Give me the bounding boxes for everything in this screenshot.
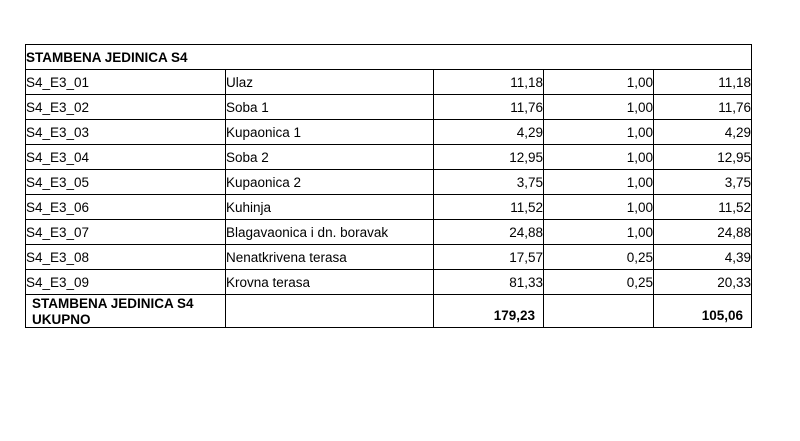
total-row-title (26, 295, 226, 328)
row-name: Blagavaonica i dn. boravak (226, 220, 434, 245)
table-row (26, 145, 752, 170)
row-name: Krovna terasa (226, 270, 434, 295)
row-area: 12,95 (434, 145, 544, 170)
row-code: S4_E3_05 (26, 170, 226, 195)
total-row-area: 179,23 (434, 295, 544, 328)
table-row (26, 120, 752, 145)
row-code: S4_E3_03 (26, 120, 226, 145)
table-title-cell: STAMBENA JEDINICA S4 (26, 45, 752, 70)
row-area: 3,75 (434, 170, 544, 195)
total-title-line-1: STAMBENA JEDINICA S4 (32, 296, 194, 311)
row-code: S4_E3_08 (26, 245, 226, 270)
row-name: Kuhinja (226, 195, 434, 220)
row-coefficient: 1,00 (544, 145, 654, 170)
row-area: 4,29 (434, 120, 544, 145)
total-row-name (226, 295, 434, 328)
row-area: 11,76 (434, 95, 544, 120)
row-total: 4,39 (654, 245, 752, 270)
row-name: Soba 1 (226, 95, 434, 120)
table-total-row (26, 295, 752, 328)
row-total: 20,33 (654, 270, 752, 295)
row-name: Kupaonica 1 (226, 120, 434, 145)
row-coefficient: 1,00 (544, 220, 654, 245)
row-code: S4_E3_06 (26, 195, 226, 220)
total-row-coefficient (544, 295, 654, 328)
total-row-total: 105,06 (654, 295, 752, 328)
table-row (26, 170, 752, 195)
row-name: Kupaonica 2 (226, 170, 434, 195)
row-coefficient: 0,25 (544, 245, 654, 270)
row-name: Nenatkrivena terasa (226, 245, 434, 270)
row-coefficient: 1,00 (544, 95, 654, 120)
row-coefficient: 0,25 (544, 270, 654, 295)
row-total: 11,76 (654, 95, 752, 120)
table-row (26, 270, 752, 295)
row-code: S4_E3_01 (26, 70, 226, 95)
table-header-row (26, 45, 752, 70)
table-row (26, 95, 752, 120)
row-coefficient: 1,00 (544, 195, 654, 220)
row-code: S4_E3_09 (26, 270, 226, 295)
total-title-line-2: UKUPNO (32, 311, 91, 327)
row-area: 81,33 (434, 270, 544, 295)
row-total: 3,75 (654, 170, 752, 195)
row-area: 17,57 (434, 245, 544, 270)
unit-area-table (25, 44, 752, 328)
table-row (26, 195, 752, 220)
row-total: 11,52 (654, 195, 752, 220)
unit-table-container (25, 44, 751, 328)
row-name: Ulaz (226, 70, 434, 95)
row-code: S4_E3_02 (26, 95, 226, 120)
row-area: 11,18 (434, 70, 544, 95)
row-total: 24,88 (654, 220, 752, 245)
row-total: 4,29 (654, 120, 752, 145)
table-row (26, 70, 752, 95)
row-area: 11,52 (434, 195, 544, 220)
row-coefficient: 1,00 (544, 170, 654, 195)
row-code: S4_E3_04 (26, 145, 226, 170)
row-coefficient: 1,00 (544, 120, 654, 145)
row-total: 11,18 (654, 70, 752, 95)
table-row (26, 220, 752, 245)
row-coefficient: 1,00 (544, 70, 654, 95)
row-total: 12,95 (654, 145, 752, 170)
row-code: S4_E3_07 (26, 220, 226, 245)
table-row (26, 245, 752, 270)
row-name: Soba 2 (226, 145, 434, 170)
row-area: 24,88 (434, 220, 544, 245)
